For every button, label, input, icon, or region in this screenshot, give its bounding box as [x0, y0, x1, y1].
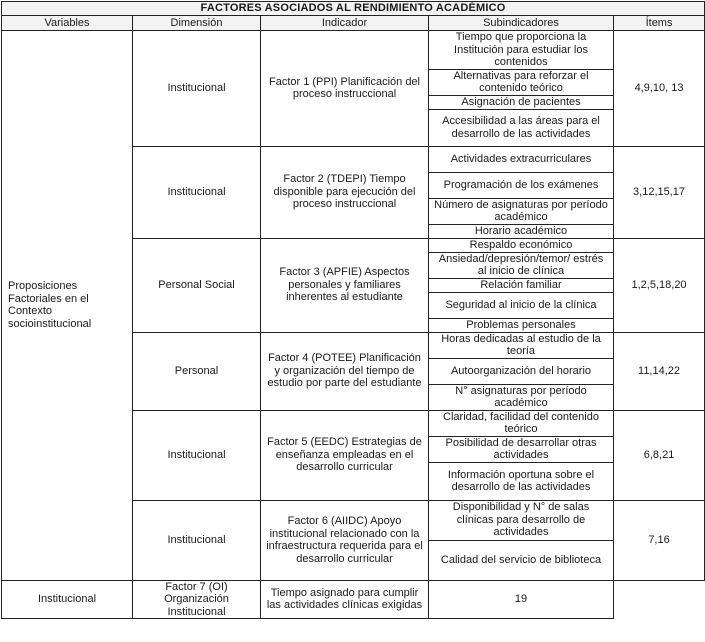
indicator-cell: Factor 7 (OI) Organización Institucional [133, 580, 261, 619]
items-cell: 19 [429, 580, 614, 619]
items-cell: 4,9,10, 13 [614, 31, 705, 147]
subindicator-cell: Alternativas para reforzar el contenido teórico [429, 69, 614, 95]
subindicator-cell: Posibilidad de desarrollar otras actividades [429, 436, 614, 462]
indicator-cell: Factor 1 (PPI) Planificación del proceso instruccional [261, 31, 429, 147]
factors-table [1, 1, 705, 619]
dimension-cell: Institucional [133, 500, 261, 580]
subindicator-cell: Horas dedicadas al estudio de la teoría [429, 332, 614, 358]
dimension-cell: Personal [133, 332, 261, 410]
subindicator-cell: Ansiedad/depresión/temor/ estrés al inicio de clínica [429, 252, 614, 278]
header-items: Ítems [614, 16, 705, 31]
dimension-cell: Institucional [133, 410, 261, 500]
subindicator-cell: Claridad, facilidad del contenido teórico [429, 410, 614, 436]
subindicator-cell: Número de asignaturas por período académico [429, 198, 614, 224]
indicator-cell: Factor 2 (TDEPI) Tiempo disponible para ejecución del proceso instruccional [261, 146, 429, 238]
items-cell: 7,16 [614, 500, 705, 580]
indicator-cell: Factor 5 (EEDC) Estrategias de enseñanza empleadas en el desarrollo curricular [261, 410, 429, 500]
subindicator-cell: Disponibilidad y N° de salas clínicas para desarrollo de actividades [429, 500, 614, 540]
variable-cell: Proposiciones Factoriales en el Contexto socioinstitucional [2, 31, 133, 581]
table-row [2, 580, 705, 619]
dimension-cell: Institucional [133, 31, 261, 147]
indicator-cell: Factor 3 (APFIE) Aspectos personales y familiares inherentes al estudiante [261, 238, 429, 332]
subindicator-cell: Tiempo asignado para cumplir las actividades clínicas exigidas [261, 580, 429, 619]
subindicator-cell: Autoorganización del horario [429, 358, 614, 384]
subindicator-cell: Seguridad al inicio de la clínica [429, 292, 614, 318]
subindicator-cell: Calidad del servicio de biblioteca [429, 540, 614, 580]
indicator-cell: Factor 4 (POTEE) Planificación y organización del tiempo de estudio por parte del estudiante [261, 332, 429, 410]
items-cell: 3,12,15,17 [614, 146, 705, 238]
subindicator-cell: Relación familiar [429, 278, 614, 292]
subindicator-cell: Asignación de pacientes [429, 95, 614, 109]
header-indicator: Indicador [261, 16, 429, 31]
subindicator-cell: Programación de los exámenes [429, 172, 614, 198]
dimension-cell: Personal Social [133, 238, 261, 332]
subindicator-cell: Horario académico [429, 224, 614, 238]
header-variables: Variables [2, 16, 133, 31]
header-subindicators: Subindicadores [429, 16, 614, 31]
title-row [2, 2, 705, 16]
subindicator-cell: Información oportuna sobre el desarrollo de las actividades [429, 462, 614, 500]
table-row [2, 31, 705, 70]
subindicator-cell: Respaldo económico [429, 238, 614, 252]
items-cell: 1,2,5,18,20 [614, 238, 705, 332]
items-cell: 6,8,21 [614, 410, 705, 500]
table-title: FACTORES ASOCIADOS AL RENDIMIENTO ACADÉMICO [2, 2, 705, 16]
subindicator-cell: N° asignaturas por período académico [429, 384, 614, 410]
header-row [2, 16, 705, 31]
subindicator-cell: Problemas personales [429, 318, 614, 332]
indicator-cell: Factor 6 (AIIDC) Apoyo institucional relacionado con la infraestructura requerida para el desarrollo curricular [261, 500, 429, 580]
subindicator-cell: Accesibilidad a las áreas para el desarrollo de las actividades [429, 109, 614, 146]
header-dimension: Dimensión [133, 16, 261, 31]
dimension-cell: Institucional [2, 580, 133, 619]
subindicator-cell: Actividades extracurriculares [429, 146, 614, 172]
document-page [1, 1, 704, 640]
subindicator-cell: Tiempo que proporciona la Institución para estudiar los contenidos [429, 31, 614, 70]
items-cell: 11,14,22 [614, 332, 705, 410]
dimension-cell: Institucional [133, 146, 261, 238]
